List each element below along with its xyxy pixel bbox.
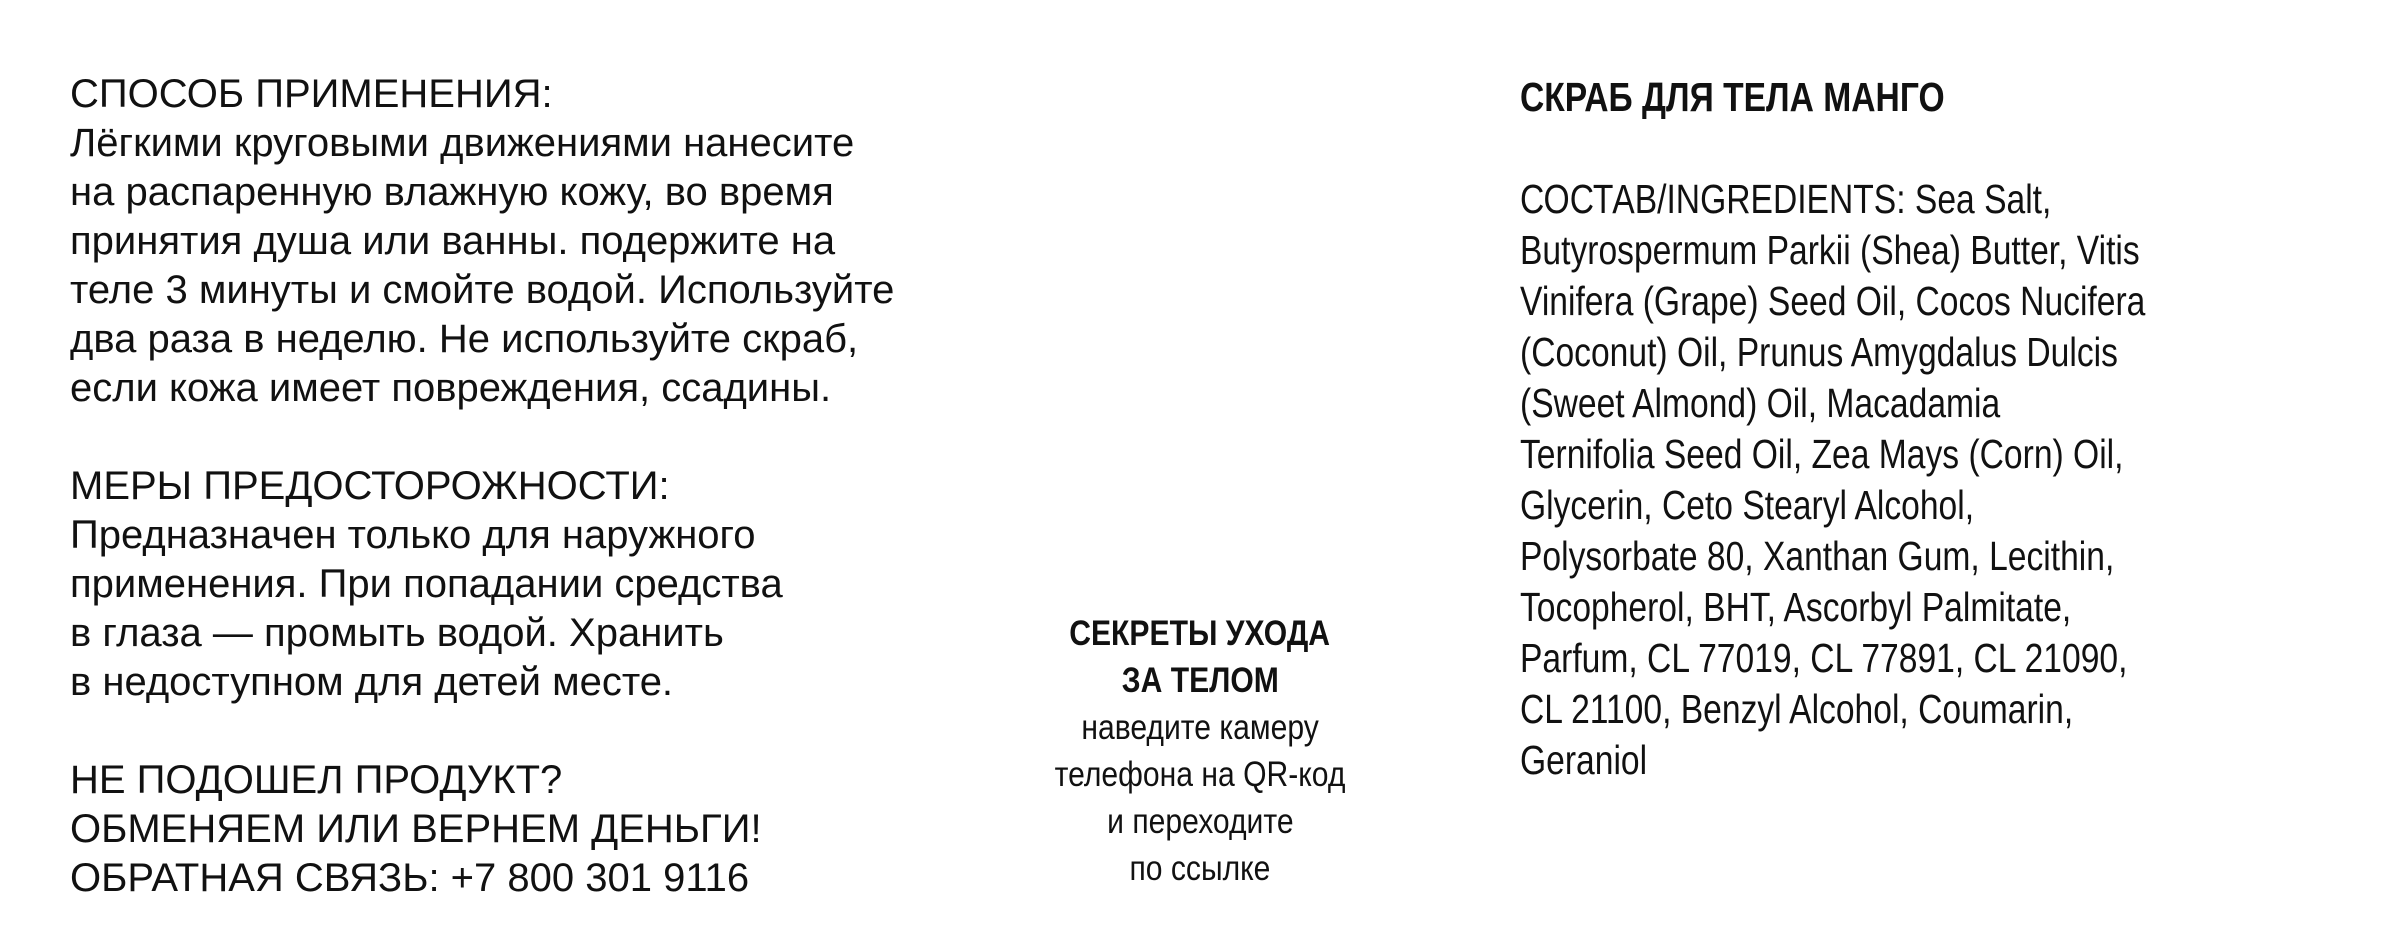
qr-heading-line: ЗА ТЕЛОМ (1121, 661, 1279, 700)
precautions-heading: МЕРЫ ПРЕДОСТОРОЖНОСТИ: (70, 464, 670, 508)
left-column (70, 70, 894, 952)
precautions-line: в недоступном для детей месте. (70, 660, 674, 704)
qr-note-line: и переходите (1106, 802, 1294, 841)
usage-heading: СПОСОБ ПРИМЕНЕНИЯ: (70, 72, 553, 116)
ingredients-line: Parfum, CL 77019, CL 77891, CL 21090, (1520, 635, 2128, 681)
qr-heading-line: СЕКРЕТЫ УХОДА (1069, 614, 1331, 653)
ingredients-line: (Sweet Almond) Oil, Macadamia (1520, 380, 2001, 426)
ingredients-line: СОСТАВ/INGREDIENTS: Sea Salt, (1520, 176, 2052, 222)
precautions-line: в глаза — промыть водой. Хранить (70, 611, 724, 655)
ingredients-line: Butyrospermum Parkii (Shea) Butter, Vitis (1520, 227, 2140, 273)
qr-note (1010, 610, 1390, 892)
usage-section (70, 70, 894, 413)
usage-line: принятия душа или ванны. подержите на (70, 219, 836, 263)
ingredients-line: Ternifolia Seed Oil, Zea Mays (Corn) Oil, (1520, 431, 2124, 477)
qr-note-line: по ссылке (1129, 849, 1271, 888)
ingredients-label: СОСТАВ/INGREDIENTS: (1520, 176, 1906, 222)
ingredients-line: Vinifera (Grape) Seed Oil, Cocos Nucifera (1520, 278, 2146, 324)
precautions-line: Предназначен только для наружного (70, 513, 756, 557)
guarantee-line: НЕ ПОДОШЕЛ ПРОДУКТ? (70, 758, 563, 802)
ingredients-line: (Coconut) Oil, Prunus Amygdalus Dulcis (1520, 329, 2118, 375)
usage-line: на распаренную влажную кожу, во время (70, 170, 834, 214)
ingredients-line: Geraniol (1520, 737, 1648, 783)
usage-line: если кожа имеет повреждения, ссадины. (70, 366, 832, 410)
product-title: СКРАБ ДЛЯ ТЕЛА МАНГО (1520, 74, 1945, 120)
usage-line: Лёгкими круговыми движениями нанесите (70, 121, 855, 165)
ingredients-line: Glycerin, Ceto Stearyl Alcohol, (1520, 482, 1975, 528)
guarantee-line: ОБМЕНЯЕМ ИЛИ ВЕРНЕМ ДЕНЬГИ! (70, 807, 762, 851)
guarantee-section (70, 756, 894, 903)
ingredients-line: CL 21100, Benzyl Alcohol, Coumarin, (1520, 686, 2074, 732)
ingredients-line: Tocopherol, BHT, Ascorbyl Palmitate, (1520, 584, 2072, 630)
ingredients-line: Polysorbate 80, Xanthan Gum, Lecithin, (1520, 533, 2115, 579)
qr-note-line: наведите камеру (1081, 708, 1319, 747)
usage-line: два раза в неделю. Не используйте скраб, (70, 317, 859, 361)
qr-note-line: телефона на QR-код (1054, 755, 1346, 794)
precautions-line: применения. При попадании средства (70, 562, 783, 606)
feedback-phone: ОБРАТНАЯ СВЯЗЬ: +7 800 301 9116 (70, 856, 750, 900)
precautions-section (70, 462, 894, 707)
usage-line: теле 3 минуты и смойте водой. Используйте (70, 268, 895, 312)
product-info (1520, 72, 2283, 786)
